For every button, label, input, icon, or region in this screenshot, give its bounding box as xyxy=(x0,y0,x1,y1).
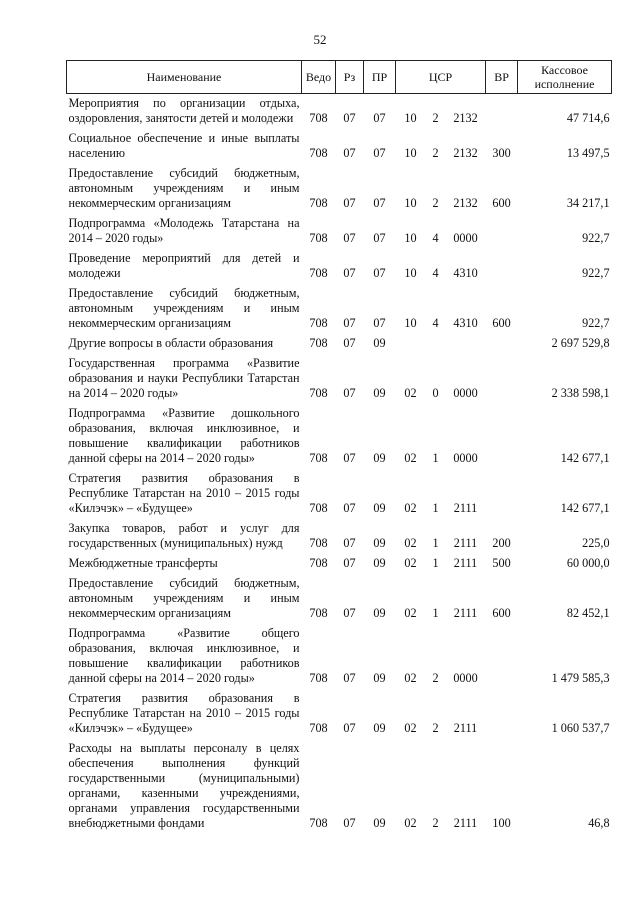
row-name: Предоставление субсидий бюджетным, автономным учреждениям и иным некоммерческим организациям xyxy=(68,166,300,210)
row-csr-program: 02 xyxy=(404,816,417,830)
row-csr-program: 02 xyxy=(404,671,417,685)
row-ved: 708 xyxy=(309,536,328,550)
row-ved: 708 xyxy=(309,316,328,330)
header-csr: ЦСР xyxy=(396,61,486,94)
row-amount: 922,7 xyxy=(582,231,610,245)
row-name: Другие вопросы в области образования xyxy=(68,336,274,350)
row-csr-subprogram: 1 xyxy=(432,606,439,620)
row-vr xyxy=(486,249,518,284)
header-name: Наименование xyxy=(67,61,302,94)
row-amount: 46,8 xyxy=(588,816,610,830)
row-rz: 07 xyxy=(343,671,356,685)
row-csr-program: 10 xyxy=(404,316,417,330)
row-name: Предоставление субсидий бюджетным, автономным учреждениям и иным некоммерческим организациям xyxy=(68,576,300,620)
row-vr xyxy=(486,214,518,249)
row-name: Расходы на выплаты персоналу в целях обеспечения выполнения функций государственными (муниципальными) органами, казенными учреждениями, органами управления государственными внебюджетными фондами xyxy=(68,741,300,830)
row-pr: 09 xyxy=(373,501,386,515)
table-body xyxy=(67,94,612,835)
row-csr-program: 02 xyxy=(404,536,417,550)
row-csr-program: 10 xyxy=(404,146,417,160)
row-csr-code: 2132 xyxy=(453,111,478,125)
table-header-row xyxy=(67,61,612,94)
row-csr-program: 10 xyxy=(404,266,417,280)
row-ved: 708 xyxy=(309,266,328,280)
row-csr-code: 0000 xyxy=(453,451,478,465)
row-ved: 708 xyxy=(309,451,328,465)
row-pr: 09 xyxy=(373,556,386,570)
row-csr-code: 2132 xyxy=(453,196,478,210)
row-amount: 60 000,0 xyxy=(566,556,610,570)
row-name: Стратегия развития образования в Республике Татарстан на 2010 – 2015 годы «Килэчэк» – «Будущее» xyxy=(68,471,300,515)
row-vr: 500 xyxy=(492,556,511,570)
row-pr: 07 xyxy=(373,111,386,125)
row-csr-code: 2132 xyxy=(453,146,478,160)
row-name: Государственная программа «Развитие образования и науки Республики Татарстан на 2014 – 2020 годы» xyxy=(68,356,300,400)
row-pr: 09 xyxy=(373,536,386,550)
table-row xyxy=(67,249,612,284)
row-name: Закупка товаров, работ и услуг для государственных (муниципальных) нужд xyxy=(68,521,300,550)
row-vr xyxy=(486,469,518,519)
row-rz: 07 xyxy=(343,816,356,830)
row-pr: 07 xyxy=(373,231,386,245)
row-csr-program: 02 xyxy=(404,556,417,570)
row-rz: 07 xyxy=(343,316,356,330)
row-csr-subprogram: 1 xyxy=(432,556,439,570)
row-csr-code: 0000 xyxy=(453,386,478,400)
row-amount: 142 677,1 xyxy=(560,501,610,515)
row-rz: 07 xyxy=(343,556,356,570)
header-vr: ВР xyxy=(486,61,518,94)
table-row xyxy=(67,689,612,739)
row-csr-code: 2111 xyxy=(453,536,478,550)
row-amount: 142 677,1 xyxy=(560,451,610,465)
row-name: Подпрограмма «Развитие общего образования, включая инклюзивное, и повышение квалификации работников данной сферы на 2014 – 2020 годы» xyxy=(68,626,300,685)
row-csr-code: 2111 xyxy=(453,721,478,735)
row-csr-program: 10 xyxy=(404,231,417,245)
row-name: Межбюджетные трансферты xyxy=(68,556,218,570)
row-csr-program: 02 xyxy=(404,386,417,400)
row-vr xyxy=(486,404,518,469)
row-vr xyxy=(486,94,518,130)
row-vr: 600 xyxy=(492,196,511,210)
row-csr-program: 10 xyxy=(404,196,417,210)
row-csr-subprogram: 4 xyxy=(432,231,439,245)
row-name: Подпрограмма «Развитие дошкольного образования, включая инклюзивное, и повышение квалификации работников данной сферы на 2014 – 2020 годы» xyxy=(68,406,300,465)
row-ved: 708 xyxy=(309,386,328,400)
row-ved: 708 xyxy=(309,146,328,160)
row-csr-subprogram: 2 xyxy=(432,111,439,125)
row-csr-code: 2111 xyxy=(453,816,478,830)
row-pr: 09 xyxy=(373,671,386,685)
row-amount: 2 697 529,8 xyxy=(551,336,610,350)
row-ved: 708 xyxy=(309,336,328,350)
row-name: Проведение мероприятий для детей и молодежи xyxy=(68,251,300,280)
row-vr: 300 xyxy=(492,146,511,160)
row-csr-program: 02 xyxy=(404,721,417,735)
row-amount: 2 338 598,1 xyxy=(551,386,610,400)
table-row xyxy=(67,354,612,404)
row-csr-program: 02 xyxy=(404,606,417,620)
row-ved: 708 xyxy=(309,556,328,570)
row-csr-subprogram: 2 xyxy=(432,196,439,210)
row-ved: 708 xyxy=(309,231,328,245)
row-ved: 708 xyxy=(309,816,328,830)
row-rz: 07 xyxy=(343,336,356,350)
row-csr-subprogram: 2 xyxy=(432,146,439,160)
row-pr: 09 xyxy=(373,386,386,400)
row-csr-program: 10 xyxy=(404,111,417,125)
row-rz: 07 xyxy=(343,196,356,210)
row-pr: 07 xyxy=(373,316,386,330)
row-pr: 09 xyxy=(373,336,386,350)
row-csr-subprogram: 2 xyxy=(432,721,439,735)
row-pr: 07 xyxy=(373,196,386,210)
row-csr-code: 2111 xyxy=(453,501,478,515)
row-csr-code: 4310 xyxy=(453,316,478,330)
row-ved: 708 xyxy=(309,501,328,515)
row-ved: 708 xyxy=(309,671,328,685)
row-rz: 07 xyxy=(343,386,356,400)
row-csr-subprogram: 4 xyxy=(432,316,439,330)
row-pr: 07 xyxy=(373,266,386,280)
header-pr: ПР xyxy=(364,61,396,94)
row-csr-code: 0000 xyxy=(453,671,478,685)
row-csr-program: 02 xyxy=(404,451,417,465)
row-rz: 07 xyxy=(343,111,356,125)
page-number: 52 xyxy=(313,32,327,47)
row-name: Подпрограмма «Молодежь Татарстана на 2014 – 2020 годы» xyxy=(68,216,300,245)
table-row xyxy=(67,469,612,519)
row-csr-subprogram: 2 xyxy=(432,816,439,830)
row-amount: 47 714,6 xyxy=(566,111,610,125)
row-vr: 100 xyxy=(492,816,511,830)
row-name: Мероприятия по организации отдыха, оздоровления, занятости детей и молодежи xyxy=(68,96,300,125)
row-rz: 07 xyxy=(343,231,356,245)
row-vr xyxy=(486,354,518,404)
row-vr xyxy=(486,624,518,689)
row-csr-code: 0000 xyxy=(453,231,478,245)
table-row xyxy=(67,739,612,834)
row-csr-program: 02 xyxy=(404,501,417,515)
row-name: Стратегия развития образования в Республике Татарстан на 2010 – 2015 годы «Килэчэк» – «Будущее» xyxy=(68,691,300,735)
row-rz: 07 xyxy=(343,451,356,465)
row-amount: 82 452,1 xyxy=(566,606,610,620)
row-amount: 1 060 537,7 xyxy=(551,721,610,735)
row-rz: 07 xyxy=(343,146,356,160)
row-pr: 09 xyxy=(373,816,386,830)
row-amount: 225,0 xyxy=(582,536,610,550)
row-csr-subprogram: 0 xyxy=(432,386,439,400)
row-ved: 708 xyxy=(309,111,328,125)
row-amount: 34 217,1 xyxy=(566,196,610,210)
row-vr: 200 xyxy=(492,536,511,550)
table-row xyxy=(67,334,612,354)
row-csr-code: 2111 xyxy=(453,556,478,570)
row-csr-subprogram xyxy=(426,334,446,354)
row-csr-code: 4310 xyxy=(453,266,478,280)
row-vr: 600 xyxy=(492,316,511,330)
row-csr-code xyxy=(446,334,486,354)
header-amount: Кассовое исполнение xyxy=(518,61,612,94)
row-amount: 922,7 xyxy=(582,316,610,330)
row-rz: 07 xyxy=(343,606,356,620)
row-amount: 13 497,5 xyxy=(566,146,610,160)
row-csr-program xyxy=(396,334,426,354)
table-row xyxy=(67,519,612,554)
table-row xyxy=(67,164,612,214)
row-amount: 1 479 585,3 xyxy=(551,671,610,685)
row-csr-subprogram: 1 xyxy=(432,501,439,515)
row-csr-subprogram: 2 xyxy=(432,671,439,685)
table-row xyxy=(67,129,612,164)
table-row xyxy=(67,404,612,469)
row-pr: 09 xyxy=(373,606,386,620)
table-row xyxy=(67,574,612,624)
row-rz: 07 xyxy=(343,721,356,735)
row-csr-subprogram: 1 xyxy=(432,451,439,465)
row-ved: 708 xyxy=(309,721,328,735)
row-vr xyxy=(486,689,518,739)
table-row xyxy=(67,214,612,249)
header-ved: Ведо xyxy=(302,61,336,94)
table-row xyxy=(67,624,612,689)
row-csr-subprogram: 1 xyxy=(432,536,439,550)
row-vr: 600 xyxy=(492,606,511,620)
row-ved: 708 xyxy=(309,196,328,210)
table-row xyxy=(67,554,612,574)
row-rz: 07 xyxy=(343,501,356,515)
row-csr-code: 2111 xyxy=(453,606,478,620)
row-vr xyxy=(486,334,518,354)
row-rz: 07 xyxy=(343,266,356,280)
row-amount: 922,7 xyxy=(582,266,610,280)
row-pr: 09 xyxy=(373,721,386,735)
row-rz: 07 xyxy=(343,536,356,550)
row-name: Социальное обеспечение и иные выплаты населению xyxy=(68,131,300,160)
budget-table xyxy=(66,60,612,834)
row-pr: 09 xyxy=(373,451,386,465)
row-pr: 07 xyxy=(373,146,386,160)
row-csr-subprogram: 4 xyxy=(432,266,439,280)
table-row xyxy=(67,94,612,130)
table-row xyxy=(67,284,612,334)
row-ved: 708 xyxy=(309,606,328,620)
row-name: Предоставление субсидий бюджетным, автономным учреждениям и иным некоммерческим организациям xyxy=(68,286,300,330)
header-rz: Рз xyxy=(336,61,364,94)
